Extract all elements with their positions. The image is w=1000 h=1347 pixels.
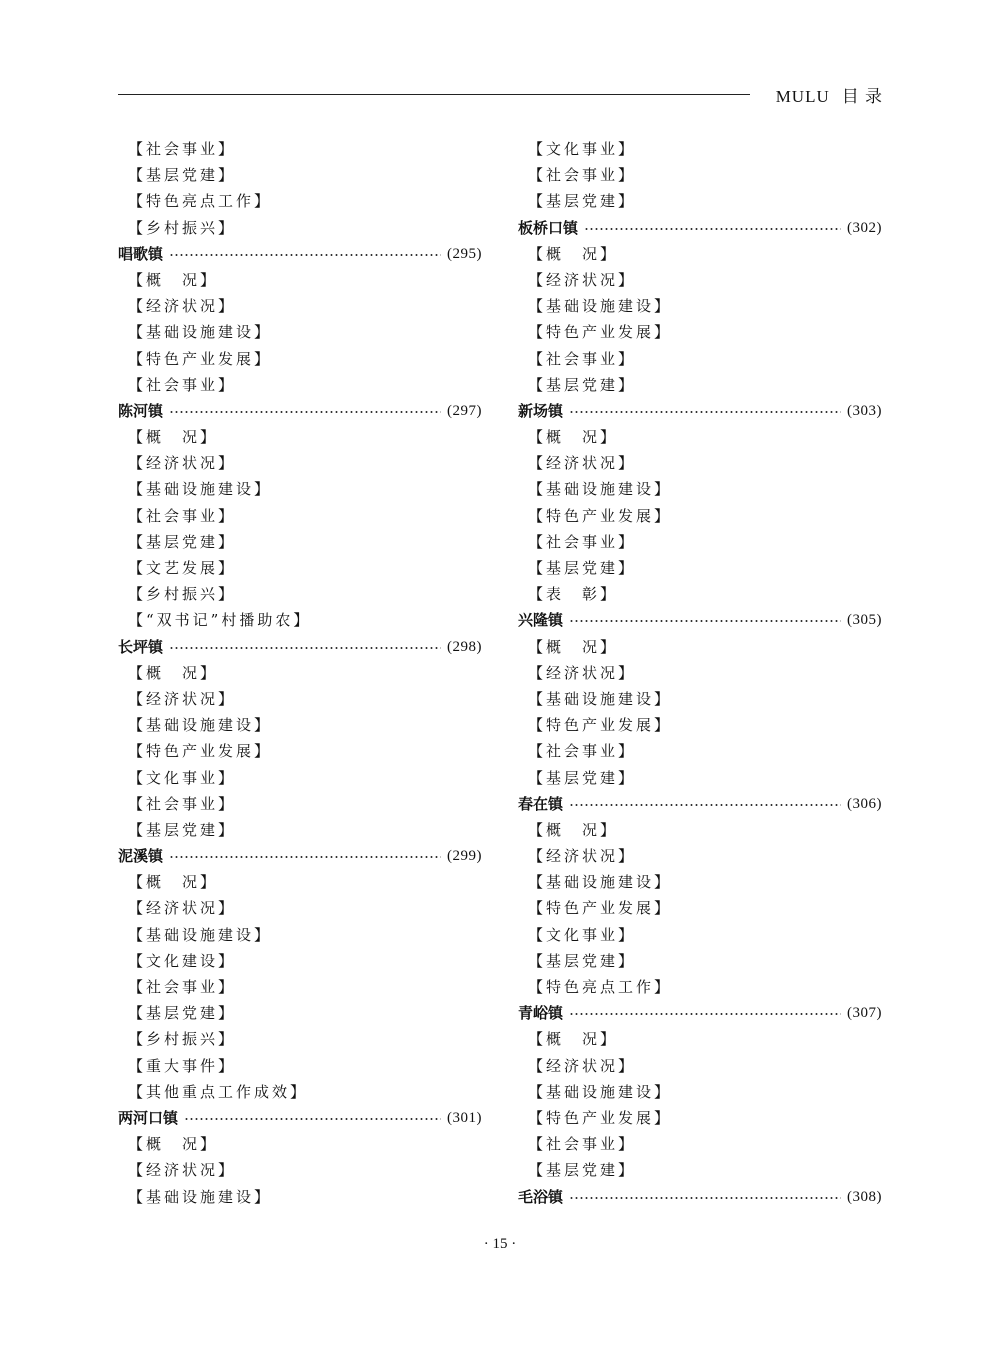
toc-subentry[interactable]: 【特色产业发展】 (128, 742, 273, 761)
toc-subentry[interactable]: 【经济状况】 (128, 297, 237, 316)
dot-leader (169, 634, 441, 660)
toc-subentry[interactable]: 【概 况】 (528, 637, 619, 656)
toc-subentry[interactable]: 【基础设施建设】 (528, 297, 673, 316)
toc-subentry[interactable]: 【基层党建】 (528, 768, 637, 787)
toc-subentry[interactable]: 【基础设施建设】 (128, 1187, 273, 1206)
toc-right-column (518, 136, 882, 1210)
toc-subentry[interactable]: 【基础设施建设】 (528, 480, 673, 499)
toc-subentry[interactable]: 【概 况】 (128, 1135, 219, 1154)
toc-entry-title: 唱歌镇 (118, 244, 164, 263)
toc-subentry[interactable]: 【基层党建】 (528, 192, 637, 211)
toc-subentry[interactable]: 【特色产业发展】 (128, 349, 273, 368)
toc-subentry[interactable]: 【经济状况】 (128, 454, 237, 473)
toc-subentry[interactable]: 【其他重点工作成效】 (128, 1082, 309, 1101)
toc-entry-title: 毛浴镇 (518, 1187, 564, 1206)
toc-subentry[interactable]: 【概 况】 (528, 244, 619, 263)
dot-leader (569, 791, 841, 817)
toc-page-number: (295) (447, 245, 482, 262)
toc-page-number: (302) (847, 219, 882, 236)
toc-subentry[interactable]: 【特色亮点工作】 (128, 192, 273, 211)
toc-entry-town[interactable] (118, 634, 482, 660)
toc-subentry[interactable]: 【概 况】 (128, 873, 219, 892)
toc-subentry[interactable]: 【乡村振兴】 (128, 1030, 237, 1049)
toc-page-number: (298) (447, 638, 482, 655)
toc-subentry[interactable]: 【基层党建】 (128, 1004, 237, 1023)
toc-subentry[interactable]: 【文化事业】 (528, 925, 637, 944)
toc-page-number: (297) (447, 402, 482, 419)
toc-entry-town[interactable] (518, 398, 882, 424)
toc-subentry[interactable]: 【基层党建】 (528, 375, 637, 394)
toc-entry-town[interactable] (118, 398, 482, 424)
toc-entry-town[interactable] (518, 607, 882, 633)
toc-subentry[interactable]: 【基础设施建设】 (128, 323, 273, 342)
toc-subentry[interactable]: 【基础设施建设】 (128, 716, 273, 735)
header-mulu: MULU (775, 87, 830, 106)
toc-page-number: (308) (847, 1188, 882, 1205)
toc-entry-title: 春在镇 (518, 794, 564, 813)
toc-subentry[interactable]: 【概 况】 (528, 428, 619, 447)
toc-entry-title: 陈河镇 (118, 401, 164, 420)
toc-subentry[interactable]: 【基层党建】 (528, 951, 637, 970)
toc-subentry[interactable]: 【经济状况】 (528, 454, 637, 473)
header-rule (118, 94, 750, 95)
toc-entry-town[interactable] (518, 1000, 882, 1026)
dot-leader (569, 1000, 841, 1026)
toc-subentry[interactable]: 【文化事业】 (128, 768, 237, 787)
toc-subentry[interactable]: 【概 况】 (128, 428, 219, 447)
toc-subentry[interactable]: 【概 况】 (528, 820, 619, 839)
header-title: 目 录 (841, 87, 883, 106)
toc-entry-town[interactable] (518, 215, 882, 241)
toc-subentry[interactable]: 【基层党建】 (128, 820, 237, 839)
toc-subentry[interactable]: 【经济状况】 (528, 1056, 637, 1075)
toc-subentry[interactable]: 【社会事业】 (128, 375, 237, 394)
toc-subentry[interactable]: 【文化事业】 (528, 140, 637, 158)
toc-subentry[interactable]: 【基础设施建设】 (128, 925, 273, 944)
toc-subentry[interactable]: 【表 彰】 (528, 585, 619, 604)
toc-subentry[interactable]: 【基础设施建设】 (128, 480, 273, 499)
toc-page-number: (305) (847, 612, 882, 629)
dot-leader (184, 1105, 441, 1131)
toc-subentry[interactable]: 【特色产业发展】 (528, 506, 673, 525)
toc-page-number: (307) (847, 1005, 882, 1022)
toc-subentry[interactable]: 【基层党建】 (128, 532, 237, 551)
toc-subentry[interactable]: 【社会事业】 (128, 794, 237, 813)
toc-subentry[interactable]: 【基层党建】 (528, 559, 637, 577)
toc-subentry[interactable]: 【乡村振兴】 (128, 218, 237, 237)
toc-entry-title: 板桥口镇 (518, 218, 579, 237)
toc-subentry[interactable]: 【社会事业】 (528, 349, 637, 368)
toc-subentry[interactable]: 【特色产业发展】 (528, 1108, 673, 1127)
toc-entry-title: 新场镇 (518, 401, 564, 420)
toc-page-number: (299) (447, 848, 482, 865)
dot-leader (169, 843, 441, 869)
header-label (776, 82, 883, 107)
toc-subentry[interactable]: 【基础设施建设】 (528, 1082, 673, 1101)
toc-subentry[interactable]: 【基础设施建设】 (528, 873, 673, 892)
toc-entry-town[interactable] (118, 843, 482, 869)
page-number: · 15 · (483, 1236, 517, 1252)
toc-entry-title: 两河口镇 (118, 1108, 179, 1127)
toc-entry-title: 兴隆镇 (518, 611, 564, 630)
toc-subentry[interactable]: 【基层党建】 (128, 166, 237, 185)
toc-entry-town[interactable] (118, 1105, 482, 1131)
toc-subentry[interactable]: 【经济状况】 (528, 847, 637, 866)
toc-subentry[interactable]: 【乡村振兴】 (128, 585, 237, 604)
toc-entry-town[interactable] (118, 241, 482, 267)
toc-subentry[interactable]: 【概 况】 (528, 1030, 619, 1049)
dot-leader (584, 215, 841, 241)
toc-page-number: (303) (847, 402, 882, 419)
toc-subentry[interactable]: 【社会事业】 (128, 978, 237, 996)
toc-subentry[interactable]: 【经济状况】 (128, 1161, 237, 1180)
toc-subentry[interactable]: 【重大事件】 (128, 1056, 237, 1075)
toc-entry-title: 青峪镇 (518, 1004, 564, 1023)
toc-subentry[interactable]: 【特色产业发展】 (528, 899, 673, 918)
toc-subentry[interactable]: 【“双书记”村播助农】 (128, 611, 312, 630)
toc-subentry[interactable]: 【经济状况】 (128, 899, 237, 918)
dot-leader (169, 398, 441, 424)
toc-subentry[interactable]: 【文艺发展】 (128, 559, 237, 577)
toc-left-column (118, 136, 482, 1210)
toc-subentry[interactable]: 【社会事业】 (528, 166, 637, 185)
toc-entry-town[interactable] (518, 1184, 882, 1210)
dot-leader (569, 398, 841, 424)
toc-subentry[interactable]: 【经济状况】 (528, 663, 637, 682)
toc-subentry[interactable]: 【特色产业发展】 (528, 716, 673, 735)
toc-entry-title: 长坪镇 (118, 637, 164, 656)
page-header (118, 82, 883, 106)
toc-subentry[interactable]: 【基层党建】 (528, 1161, 637, 1180)
dot-leader (569, 1184, 841, 1210)
toc-subentry[interactable]: 【社会事业】 (128, 140, 237, 158)
dot-leader (569, 607, 841, 633)
toc-subentry[interactable]: 【特色亮点工作】 (528, 978, 673, 996)
toc-subentry[interactable]: 【社会事业】 (528, 1135, 637, 1154)
toc-entry-town[interactable] (518, 791, 882, 817)
toc-subentry[interactable]: 【经济状况】 (128, 689, 237, 708)
toc-subentry[interactable]: 【经济状况】 (528, 270, 637, 289)
toc-page-number: (301) (447, 1109, 482, 1126)
toc-subentry[interactable]: 【社会事业】 (528, 532, 637, 551)
toc-subentry[interactable]: 【概 况】 (128, 663, 219, 682)
toc-subentry[interactable]: 【概 况】 (128, 270, 219, 289)
toc-page-number: (306) (847, 795, 882, 812)
toc-subentry[interactable]: 【社会事业】 (528, 742, 637, 761)
toc-subentry[interactable]: 【基础设施建设】 (528, 689, 673, 708)
dot-leader (169, 241, 441, 267)
toc-entry-title: 泥溪镇 (118, 847, 164, 866)
toc-subentry[interactable]: 【特色产业发展】 (528, 323, 673, 342)
toc-subentry[interactable]: 【社会事业】 (128, 506, 237, 525)
toc-subentry[interactable]: 【文化建设】 (128, 951, 237, 970)
